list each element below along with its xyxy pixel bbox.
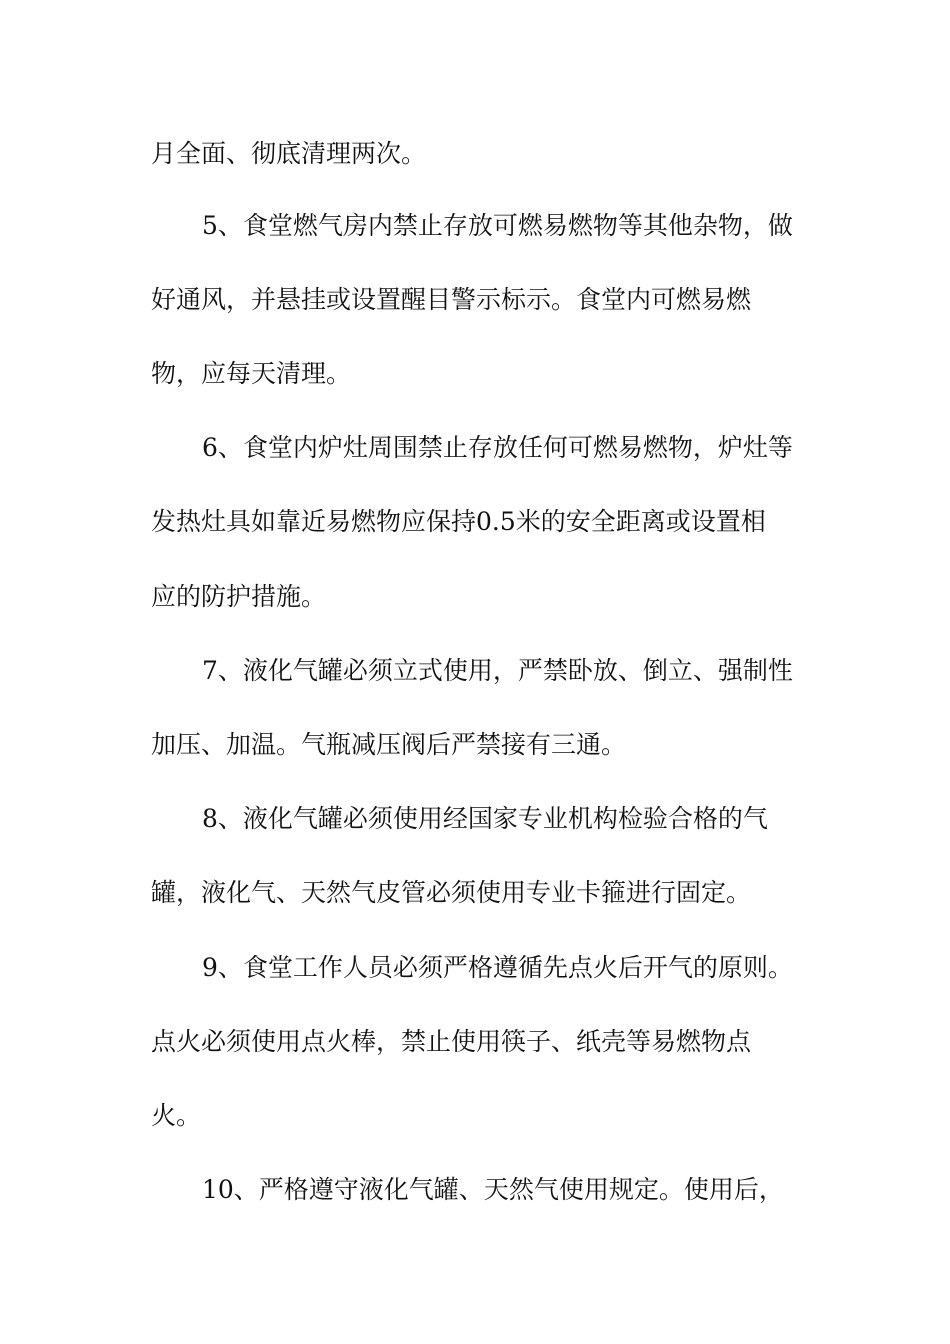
text-line: 9、食堂工作人员必须严格遵循先点火后开气的原则。 — [202, 953, 793, 982]
text-line: 发热灶具如靠近易燃物应保持0.5米的安全距离或设置相 — [151, 507, 766, 536]
text-line: 罐，液化气、天然气皮管必须使用专业卡箍进行固定。 — [151, 878, 752, 907]
text-line: 5、食堂燃气房内禁止存放可燃易燃物等其他杂物，做 — [202, 211, 793, 240]
text-line: 7、液化气罐必须立式使用，严禁卧放、倒立、强制性 — [202, 656, 793, 685]
text-line: 10、严格遵守液化气罐、天然气使用规定。使用后， — [202, 1175, 784, 1204]
text-line: 月全面、彻底清理两次。 — [151, 139, 427, 168]
text-line: 6、食堂内炉灶周围禁止存放任何可燃易燃物，炉灶等 — [202, 433, 793, 462]
text-line: 火。 — [151, 1101, 202, 1130]
text-line: 应的防护措施。 — [151, 582, 327, 611]
text-line: 加压、加温。气瓶减压阀后严禁接有三通。 — [151, 730, 627, 759]
text-line: 点火必须使用点火棒，禁止使用筷子、纸壳等易燃物点 — [151, 1027, 752, 1056]
text-line: 物，应每天清理。 — [151, 359, 352, 388]
text-line: 好通风，并悬挂或设置醒目警示标示。食堂内可燃易燃 — [151, 285, 752, 314]
text-line: 8、液化气罐必须使用经国家专业机构检验合格的气 — [202, 804, 768, 833]
